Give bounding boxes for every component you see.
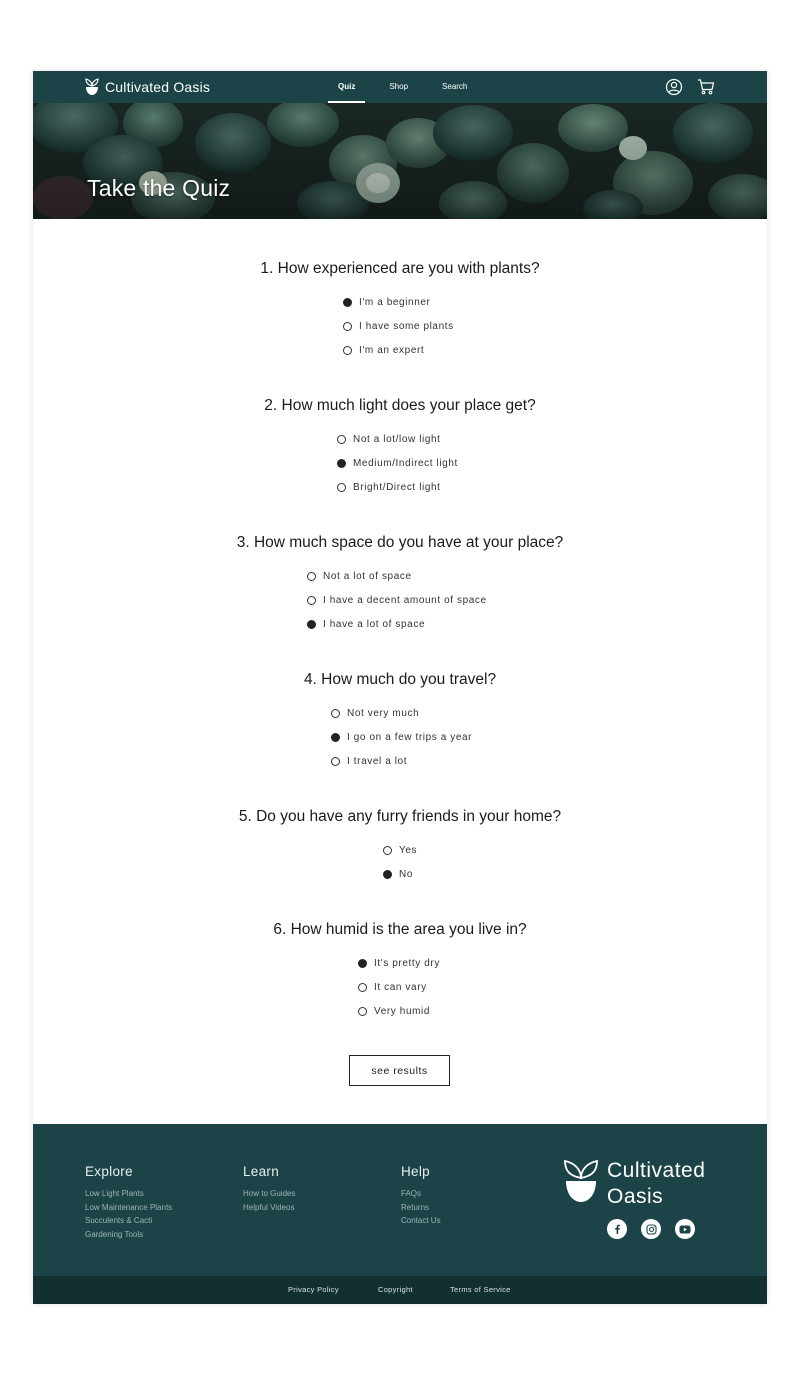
- nav-shop[interactable]: Shop: [389, 82, 409, 91]
- footer-link[interactable]: Low Maintenance Plants: [85, 1202, 173, 1212]
- radio-button[interactable]: [343, 322, 352, 331]
- option-label: Not a lot of space: [323, 571, 412, 582]
- option-label: I'm an expert: [359, 345, 425, 356]
- option-dry[interactable]: [358, 958, 440, 969]
- radio-button[interactable]: [331, 733, 340, 742]
- option-label: I travel a lot: [347, 756, 408, 767]
- radio-button[interactable]: [337, 483, 346, 492]
- radio-button[interactable]: [337, 435, 346, 444]
- option-label: Not a lot/low light: [353, 434, 441, 445]
- option-label: I go on a few trips a year: [347, 732, 473, 743]
- brand-name: Cultivated Oasis: [105, 79, 211, 95]
- option-little-space[interactable]: [307, 571, 412, 582]
- site-header: [33, 71, 767, 103]
- footer-heading: Help: [401, 1164, 430, 1179]
- facebook-icon[interactable]: [607, 1219, 627, 1239]
- social-links: [607, 1219, 695, 1239]
- nav-search[interactable]: Search: [442, 82, 468, 91]
- option-label: Very humid: [374, 1006, 431, 1017]
- footer-link[interactable]: Helpful Videos: [243, 1202, 295, 1212]
- question-title: 2. How much light does your place get?: [264, 397, 536, 414]
- option-label: Not very much: [347, 708, 420, 719]
- privacy-policy-link[interactable]: Privacy Policy: [288, 1285, 339, 1294]
- option-yes[interactable]: [383, 845, 417, 856]
- option-label: I have some plants: [359, 321, 454, 332]
- radio-button[interactable]: [383, 846, 392, 855]
- terms-of-service-link[interactable]: Terms of Service: [450, 1285, 511, 1294]
- footer-link[interactable]: Low Light Plants: [85, 1189, 144, 1198]
- copyright-link[interactable]: Copyright: [378, 1285, 413, 1294]
- option-few-trips[interactable]: [331, 732, 472, 743]
- footer-heading: Learn: [243, 1164, 280, 1179]
- radio-button[interactable]: [307, 596, 316, 605]
- plant-pot-icon: [85, 78, 99, 96]
- footer-heading: Explore: [85, 1164, 133, 1179]
- footer-link[interactable]: Gardening Tools: [85, 1229, 144, 1239]
- instagram-icon[interactable]: [641, 1219, 661, 1239]
- radio-button[interactable]: [358, 983, 367, 992]
- footer-brand[interactable]: [563, 1158, 705, 1210]
- option-some-plants[interactable]: [343, 321, 454, 332]
- option-humid[interactable]: [358, 1006, 430, 1017]
- radio-button[interactable]: [358, 1007, 367, 1016]
- hero-banner: [33, 103, 767, 219]
- option-label: Medium/Indirect light: [353, 458, 458, 469]
- radio-button[interactable]: [343, 346, 352, 355]
- hero-title: Take the Quiz: [87, 175, 231, 201]
- option-low-light[interactable]: [337, 434, 441, 445]
- see-results-button[interactable]: see results: [349, 1055, 450, 1086]
- radio-button[interactable]: [337, 459, 346, 468]
- option-label: Bright/Direct light: [353, 482, 441, 493]
- question-title: 1. How experienced are you with plants?: [260, 260, 540, 277]
- page-frame: [33, 71, 767, 1304]
- option-expert[interactable]: [343, 345, 424, 356]
- user-account-icon[interactable]: [665, 78, 683, 96]
- option-travel-lot[interactable]: [331, 756, 407, 767]
- option-label: I have a lot of space: [323, 619, 426, 630]
- footer-link[interactable]: How to Guides: [243, 1189, 296, 1198]
- radio-button[interactable]: [307, 620, 316, 629]
- cart-icon[interactable]: [697, 78, 715, 96]
- brand-logo[interactable]: [85, 78, 210, 96]
- youtube-icon[interactable]: [675, 1219, 695, 1239]
- footer-learn: [243, 1164, 295, 1214]
- option-decent-space[interactable]: [307, 595, 487, 606]
- radio-button[interactable]: [331, 757, 340, 766]
- radio-button[interactable]: [383, 870, 392, 879]
- plant-pot-icon: [563, 1158, 599, 1204]
- footer-explore: [85, 1164, 172, 1241]
- main-nav: [328, 71, 491, 103]
- question-title: 3. How much space do you have at your place?: [236, 534, 564, 551]
- question-title: 4. How much do you travel?: [303, 671, 497, 688]
- footer-link[interactable]: Succulents & Cacti: [85, 1216, 153, 1225]
- footer-brand-name: [599, 1158, 705, 1210]
- footer-link[interactable]: Returns: [401, 1202, 430, 1212]
- footer-link[interactable]: Contact Us: [401, 1216, 441, 1225]
- option-travel-little[interactable]: [331, 708, 419, 719]
- option-label: It can vary: [374, 982, 427, 993]
- site-footer: [33, 1124, 767, 1276]
- question-title: 6. How humid is the area you live in?: [273, 921, 527, 938]
- option-label: It's pretty dry: [374, 958, 440, 969]
- radio-button[interactable]: [343, 298, 352, 307]
- radio-button[interactable]: [331, 709, 340, 718]
- option-vary[interactable]: [358, 982, 427, 993]
- footer-link[interactable]: FAQs: [401, 1189, 422, 1198]
- radio-button[interactable]: [307, 572, 316, 581]
- header-actions: [665, 78, 715, 96]
- option-lot-of-space[interactable]: [307, 619, 425, 630]
- nav-quiz[interactable]: Quiz: [328, 71, 365, 103]
- footer-help: [401, 1164, 441, 1228]
- option-label: I have a decent amount of space: [323, 595, 487, 606]
- option-bright-light[interactable]: [337, 482, 441, 493]
- option-label: No: [399, 869, 413, 880]
- option-medium-light[interactable]: [337, 458, 458, 469]
- option-beginner[interactable]: [343, 297, 430, 308]
- option-label: I'm a beginner: [359, 297, 431, 308]
- footer-brand-line-1: Cultivated: [607, 1159, 706, 1182]
- option-label: Yes: [399, 845, 418, 856]
- radio-button[interactable]: [358, 959, 367, 968]
- footer-bottom-bar: [33, 1276, 767, 1304]
- question-title: 5. Do you have any furry friends in your home?: [238, 808, 562, 825]
- footer-brand-line-2: Oasis: [607, 1185, 664, 1208]
- option-no[interactable]: [383, 869, 413, 880]
